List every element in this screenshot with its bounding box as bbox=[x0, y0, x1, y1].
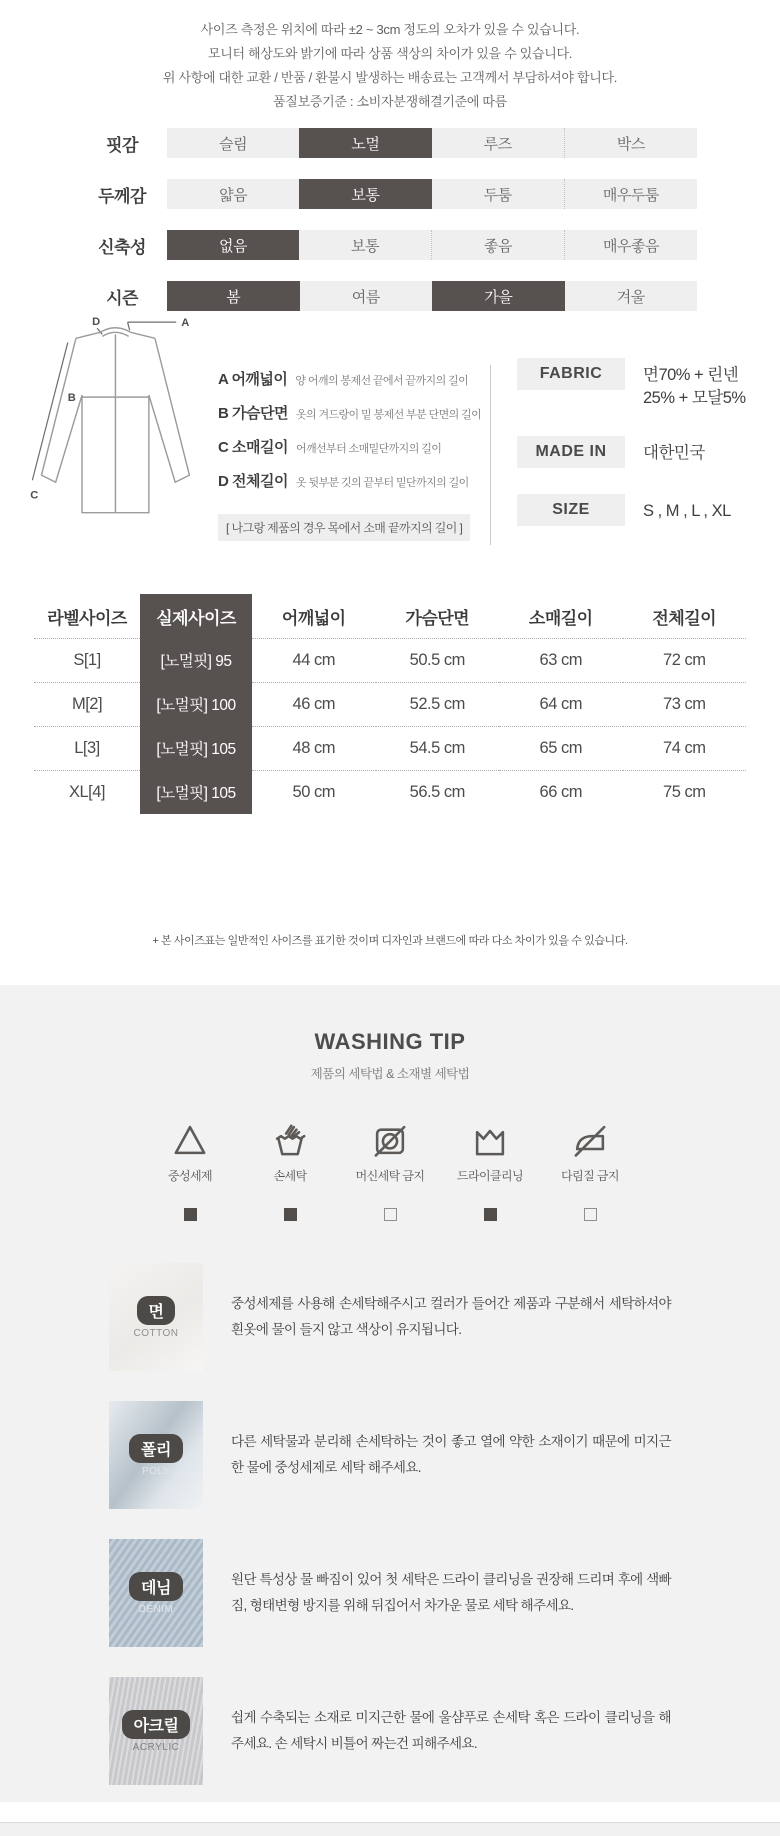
fabric-value: 면70% + 린넨25% + 모달5% bbox=[643, 366, 746, 407]
size-cell: L[3] bbox=[34, 726, 140, 770]
washing-icon-col bbox=[340, 1122, 440, 1221]
fabric-kr-label: 면 bbox=[137, 1296, 176, 1325]
fabric-kr-label: 폴리 bbox=[129, 1434, 183, 1463]
size-table-header: 가슴단면 bbox=[405, 608, 470, 628]
size-table-header: 소매길이 bbox=[528, 608, 593, 628]
attr-label: 신축성 bbox=[98, 237, 146, 257]
acrylic-fabric-image bbox=[109, 1677, 203, 1785]
attr-option: 루즈 bbox=[432, 128, 564, 158]
attr-row-fit bbox=[83, 128, 697, 158]
size-cell: 56.5 cm bbox=[376, 770, 500, 814]
size-cell-actual: [노멀핏] 95 bbox=[140, 638, 252, 682]
size-cell: 54.5 cm bbox=[376, 726, 500, 770]
fabric-care-text: 원단 특성상 물 빠짐이 있어 첫 세탁은 드라이 클리닝을 권장해 드리며 후에 색빠짐, 형태변형 방지를 위해 뒤집어서 차가운 물로 세탁 해주세요. bbox=[231, 1572, 671, 1613]
svg-text:A: A bbox=[181, 317, 190, 330]
attr-option: 매우두툼 bbox=[564, 179, 697, 209]
attr-option-selected: 봄 bbox=[167, 281, 300, 311]
bottom-gap bbox=[0, 1802, 780, 1822]
checkbox-unchecked bbox=[384, 1208, 397, 1221]
size-cell-actual: [노멀핏] 100 bbox=[140, 682, 252, 726]
svg-text:B: B bbox=[67, 392, 76, 405]
attr-row-thickness bbox=[83, 179, 697, 209]
fabric-card-denim bbox=[109, 1539, 671, 1647]
measure-def-desc: 양 어깨의 봉제선 끝에서 끝까지의 길이 bbox=[295, 375, 469, 387]
measure-def-key: C 소매길이 bbox=[218, 439, 288, 456]
fabric-row bbox=[517, 358, 780, 410]
attr-row-stretch bbox=[83, 230, 697, 260]
size-cell: 44 cm bbox=[252, 638, 376, 682]
size-cell: 50 cm bbox=[252, 770, 376, 814]
size-table-section bbox=[0, 580, 780, 910]
denim-fabric-image bbox=[109, 1539, 203, 1647]
attr-label: 두께감 bbox=[98, 186, 146, 206]
size-cell: 63 cm bbox=[499, 638, 623, 682]
measure-def-desc: 어깨선부터 소매밑단까지의 길이 bbox=[295, 443, 442, 455]
washing-subtitle: 제품의 세탁법 & 소재별 세탁법 bbox=[310, 1067, 470, 1081]
size-cell: 72 cm bbox=[623, 638, 747, 682]
fabric-care-text: 다른 세탁물과 분리해 손세탁하는 것이 좋고 열에 약한 소재이기 때문에 미지근한 물에 중성세제로 세탁 해주세요. bbox=[231, 1434, 671, 1475]
fabric-en-label: POLY bbox=[142, 1465, 170, 1477]
washing-icon-label: 머신세탁 금지 bbox=[355, 1169, 425, 1183]
size-cell-actual: [노멀핏] 105 bbox=[140, 770, 252, 814]
notice-line: 위 사항에 대한 교환 / 반품 / 환불시 발생하는 배송료는 고객께서 부담하셔야 합니다. bbox=[162, 70, 618, 85]
attr-option-selected: 가을 bbox=[432, 281, 565, 311]
measure-def bbox=[218, 368, 490, 389]
size-cell: 66 cm bbox=[499, 770, 623, 814]
measure-def-desc: 옷 뒷부분 깃의 끝부터 밑단까지의 길이 bbox=[295, 477, 469, 489]
fabric-card-poly bbox=[109, 1401, 671, 1509]
checkbox-checked bbox=[284, 1208, 297, 1221]
size-row bbox=[517, 494, 780, 526]
attr-option: 여름 bbox=[300, 281, 433, 311]
size-cell: XL[4] bbox=[34, 770, 140, 814]
size-cell: 75 cm bbox=[623, 770, 747, 814]
measure-def-key: B 가슴단면 bbox=[218, 405, 288, 422]
measure-def-key: D 전체길이 bbox=[218, 473, 288, 490]
size-table-header: 라벨사이즈 bbox=[47, 608, 127, 628]
attr-option: 박스 bbox=[564, 128, 697, 158]
hand-wash-icon bbox=[272, 1122, 308, 1158]
fabric-care-text: 중성세제를 사용해 손세탁해주시고 컬러가 들어간 제품과 구분해서 세탁하셔야 흰옷에 물이 들지 않고 색상이 유지됩니다. bbox=[231, 1296, 671, 1337]
measure-definitions bbox=[218, 310, 490, 580]
size-cell: M[2] bbox=[34, 682, 140, 726]
fabric-en-label: ACRYLIC bbox=[132, 1741, 180, 1753]
attr-option: 얇음 bbox=[167, 179, 299, 209]
attr-option: 두툼 bbox=[432, 179, 564, 209]
fabric-en-label: DENIM bbox=[138, 1603, 174, 1615]
washing-icons bbox=[0, 1122, 780, 1221]
attr-option: 매우좋음 bbox=[564, 230, 697, 260]
measure-def bbox=[218, 470, 490, 491]
attr-option: 좋음 bbox=[431, 230, 564, 260]
size-table-header: 어깨넓이 bbox=[281, 608, 346, 628]
footnote-text: + 본 사이즈표는 일반적인 사이즈를 표기한 것이며 디자인과 브랜드에 따라 다소 차이가 있을 수 있습니다. bbox=[152, 935, 628, 947]
washing-icon-col bbox=[140, 1122, 240, 1221]
washing-icon-col bbox=[240, 1122, 340, 1221]
size-cell: 65 cm bbox=[499, 726, 623, 770]
size-cell: 74 cm bbox=[623, 726, 747, 770]
product-info bbox=[491, 310, 780, 580]
svg-text:C: C bbox=[30, 489, 39, 502]
fit-attributes bbox=[0, 120, 780, 308]
size-table-header: 전체길이 bbox=[652, 608, 717, 628]
size-cell: 46 cm bbox=[252, 682, 376, 726]
size-cell: 48 cm bbox=[252, 726, 376, 770]
bottom-strip bbox=[0, 1822, 780, 1836]
raglan-note: [ 나그랑 제품의 경우 목에서 소매 끝까지의 길이 ] bbox=[218, 514, 470, 541]
notice-line: 사이즈 측정은 위치에 따라 ±2 ~ 3cm 정도의 오차가 있을 수 있습니다. bbox=[200, 22, 580, 37]
attr-option: 슬림 bbox=[167, 128, 299, 158]
checkbox-unchecked bbox=[584, 1208, 597, 1221]
attr-row-season bbox=[83, 281, 697, 311]
size-cell: S[1] bbox=[34, 638, 140, 682]
attr-option-selected: 노멀 bbox=[299, 128, 431, 158]
fabric-tag: FABRIC bbox=[517, 358, 625, 390]
fabric-care-cards bbox=[109, 1263, 671, 1785]
dry-cleaning-icon bbox=[472, 1122, 508, 1158]
size-value: S , M , L , XL bbox=[643, 502, 731, 520]
size-cell: 73 cm bbox=[623, 682, 747, 726]
measure-def bbox=[218, 402, 490, 423]
fabric-en-label: COTTON bbox=[133, 1327, 179, 1339]
attr-option: 겨울 bbox=[565, 281, 698, 311]
measure-def-key: A 어깨넓이 bbox=[218, 371, 288, 388]
size-table bbox=[34, 594, 746, 814]
size-cell: 52.5 cm bbox=[376, 682, 500, 726]
size-notice bbox=[0, 0, 780, 120]
washing-icon-label: 중성세제 bbox=[168, 1169, 212, 1183]
svg-text:D: D bbox=[92, 316, 101, 329]
checkbox-checked bbox=[484, 1208, 497, 1221]
size-cell: 50.5 cm bbox=[376, 638, 500, 682]
attr-label: 시즌 bbox=[106, 288, 138, 308]
notice-line: 모니터 해상도와 밝기에 따라 상품 색상의 차이가 있을 수 있습니다. bbox=[207, 46, 573, 61]
no-iron-icon bbox=[572, 1122, 608, 1158]
size-footnote bbox=[0, 910, 780, 985]
madein-row bbox=[517, 436, 780, 468]
poly-fabric-image bbox=[109, 1401, 203, 1509]
fabric-card-cotton bbox=[109, 1263, 671, 1371]
neutral-detergent-icon bbox=[172, 1122, 208, 1158]
washing-tip-section bbox=[0, 985, 780, 1802]
attr-option-selected: 없음 bbox=[167, 230, 299, 260]
size-cell: 64 cm bbox=[499, 682, 623, 726]
fabric-kr-label: 아크릴 bbox=[122, 1710, 191, 1739]
size-cell-actual: [노멀핏] 105 bbox=[140, 726, 252, 770]
washing-icon-label: 손세탁 bbox=[273, 1169, 307, 1183]
fabric-care-text: 쉽게 수축되는 소재로 미지근한 물에 울샴푸로 손세탁 혹은 드라이 클리닝을 해주세요. 손 세탁시 비틀어 짜는건 피해주세요. bbox=[231, 1710, 671, 1751]
attr-label: 핏감 bbox=[106, 135, 138, 155]
washing-icon-label: 다림질 금지 bbox=[561, 1169, 619, 1183]
measure-def-desc: 옷의 겨드랑이 밑 봉제선 부분 단면의 길이 bbox=[295, 409, 482, 421]
cotton-fabric-image bbox=[109, 1263, 203, 1371]
attr-option-selected: 보통 bbox=[299, 179, 431, 209]
washing-icon-col bbox=[440, 1122, 540, 1221]
fabric-card-acrylic bbox=[109, 1677, 671, 1785]
measure-def bbox=[218, 436, 490, 457]
garment-diagram-icon bbox=[28, 310, 218, 580]
no-machine-wash-icon bbox=[372, 1122, 408, 1158]
measure-guide bbox=[0, 300, 780, 580]
washing-title: WASHING TIP bbox=[314, 1029, 466, 1054]
washing-icon-label: 드라이클리닝 bbox=[457, 1169, 523, 1183]
washing-icon-col bbox=[540, 1122, 640, 1221]
size-table-header-actual: 실제사이즈 bbox=[140, 594, 252, 638]
size-tag: SIZE bbox=[517, 494, 625, 526]
attr-option: 보통 bbox=[299, 230, 431, 260]
fabric-kr-label: 데님 bbox=[129, 1572, 183, 1601]
madein-value: 대한민국 bbox=[643, 444, 705, 462]
notice-line: 품질보증기준 : 소비자분쟁해결기준에 따름 bbox=[273, 94, 507, 109]
madein-tag: MADE IN bbox=[517, 436, 625, 468]
checkbox-checked bbox=[184, 1208, 197, 1221]
